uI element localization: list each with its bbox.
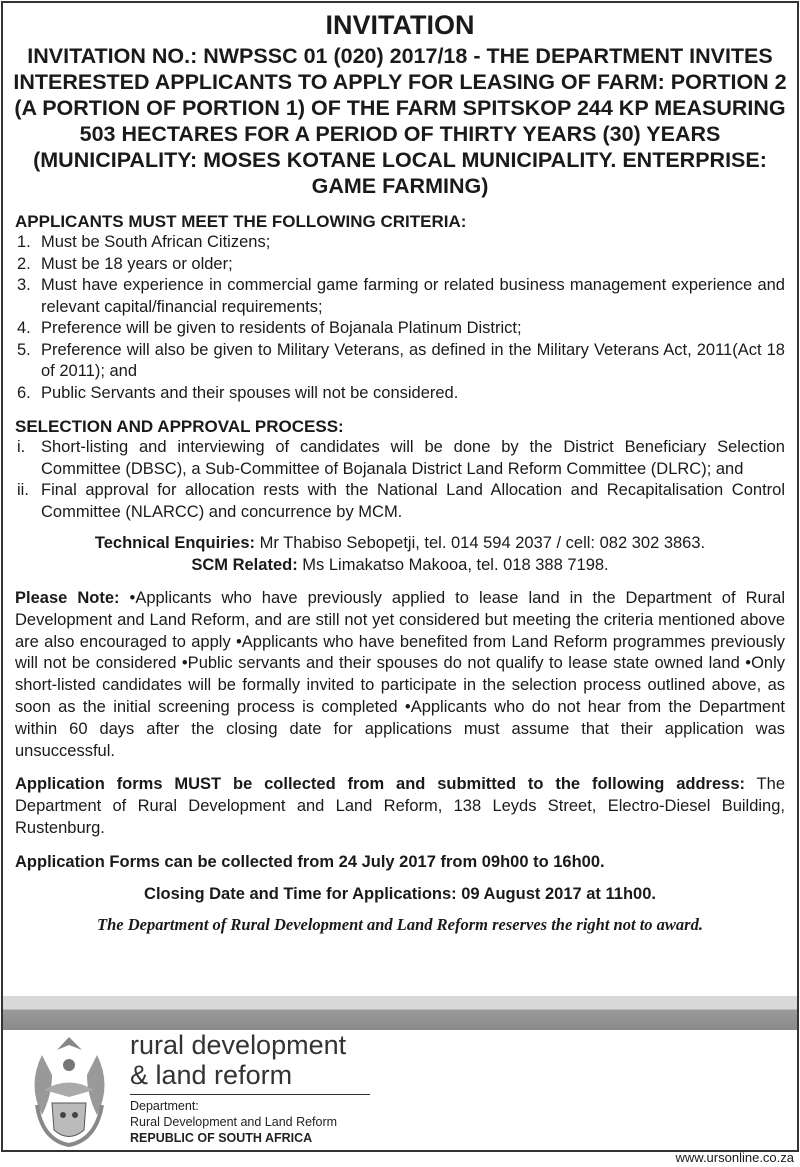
- item-number: 1.: [17, 233, 31, 251]
- item-number: i.: [17, 438, 26, 456]
- scm-related: [3, 555, 797, 577]
- technical-enquiries: [3, 533, 797, 555]
- item-number: ii.: [17, 481, 29, 499]
- brand-line1: rural development: [130, 1030, 347, 1060]
- country: REPUBLIC OF SOUTH AFRICA: [130, 1131, 313, 1145]
- item-number: 6.: [17, 383, 31, 402]
- selection-heading: SELECTION AND APPROVAL PROCESS:: [15, 417, 344, 436]
- scm-contact: Ms Limakatso Makooa, tel. 018 388 7198.: [297, 555, 609, 574]
- item-text: Public Servants and their spouses will not be considered.: [41, 383, 459, 402]
- brand-divider: [130, 1094, 370, 1095]
- criteria-list: [17, 232, 785, 404]
- item-number: 5.: [17, 340, 31, 359]
- tech-label: Technical Enquiries:: [94, 534, 256, 552]
- address-text: The Department of Rural Development and Land Reform, 138 Leyds Street, Electro-Diesel Building, Rustenburg.: [15, 775, 785, 837]
- list-item: [17, 383, 785, 405]
- item-number: 4.: [17, 319, 31, 337]
- selection-list: [17, 437, 785, 523]
- note-label: Please Note:: [15, 589, 120, 607]
- please-note: [15, 588, 785, 762]
- list-item: [17, 340, 785, 383]
- item-text: Must be South African Citizens;: [41, 233, 271, 251]
- note-text: •Applicants who have previously applied to lease land in the Department of Rural Development and Land Reform, and are still not yet considered but meeting the criteria mentioned above are also encouraged to apply •Applicants who have benefited from Land Reform programmes previously will not be considered •Public servants and their spouses do not qualify to lease state owned land •Only short-listed candidates will be formally invited to participate in the selection process outlined above, as soon as the initial screening process is completed •Applicants who do not hear from the Department within 60 days after the closing date for applications must assume that their application was unsuccessful.: [15, 589, 785, 760]
- item-text: Preference will also be given to Military Veterans, as defined in the Military Veterans Act, 2011(Act 18 of 2011); and: [41, 340, 785, 380]
- criteria-heading: APPLICANTS MUST MEET THE FOLLOWING CRITERIA:: [15, 212, 467, 231]
- collection-dates: Application Forms can be collected from 24 July 2017 from 09h00 to 16h00.: [15, 852, 605, 871]
- coat-of-arms-icon: [22, 1035, 117, 1147]
- address: [15, 774, 785, 839]
- dept-label: Department:: [130, 1099, 199, 1113]
- item-number: 3.: [17, 276, 31, 294]
- scm-label: SCM Related:: [191, 555, 298, 574]
- subtitle: INVITATION NO.: NWPSSC 01 (020) 2017/18 - THE DEPARTMENT INVITES INTERESTED APPLICANTS TO APPLY FOR LEASING OF FARM: PORTION 2 (A PORTION OF PORTION 1) OF THE FARM SPITSKOP 244 KP MEASURING 503 HECTARES FOR A PERIOD OF THIRTY YEARS (30) YEARS (MUNICIPALITY: MOSES KOTANE LOCAL MUNICIPALITY. ENTERPRISE: GAME FARMING): [13, 44, 787, 198]
- website-url: www.ursonline.co.za: [675, 1150, 794, 1165]
- dept-name: Rural Development and Land Reform: [130, 1115, 338, 1129]
- item-text: Must be 18 years or older;: [41, 254, 233, 273]
- tech-contact: Mr Thabiso Sebopetji, tel. 014 594 2037 / cell: 082 302 3863.: [255, 534, 706, 552]
- list-item: [17, 232, 785, 254]
- item-text: Preference will be given to residents of Bojanala Platinum District;: [41, 319, 522, 337]
- list-item: [17, 254, 785, 276]
- item-text: Final approval for allocation rests with the National Land Allocation and Recapitalisation Control Committee (NLARCC) and concurrence by MCM.: [41, 481, 785, 521]
- advert-frame: [1, 1, 799, 1152]
- item-text: Short-listing and interviewing of candidates will be done by the District Beneficiary Selection Committee (DBSC), a Sub-Committee of Bojanala District Land Reform Committee (DLRC); and: [41, 438, 785, 478]
- list-item: [17, 318, 785, 340]
- list-item: [17, 437, 785, 480]
- closing-date: Closing Date and Time for Applications: 09 August 2017 at 11h00.: [144, 884, 656, 903]
- gray-banner: [3, 996, 797, 1030]
- list-item: [17, 480, 785, 523]
- disclaimer: The Department of Rural Development and Land Reform reserves the right not to award.: [97, 915, 703, 935]
- item-number: 2.: [17, 254, 31, 273]
- title: INVITATION: [325, 10, 475, 40]
- brand-block: [130, 1030, 370, 1146]
- item-text: Must have experience in commercial game farming or related business management experience and relevant capital/financial requirements;: [41, 276, 785, 316]
- address-label: Application forms MUST be collected from and submitted to the following address:: [15, 775, 745, 794]
- brand-line2: & land reform: [130, 1060, 293, 1090]
- list-item: [17, 275, 785, 318]
